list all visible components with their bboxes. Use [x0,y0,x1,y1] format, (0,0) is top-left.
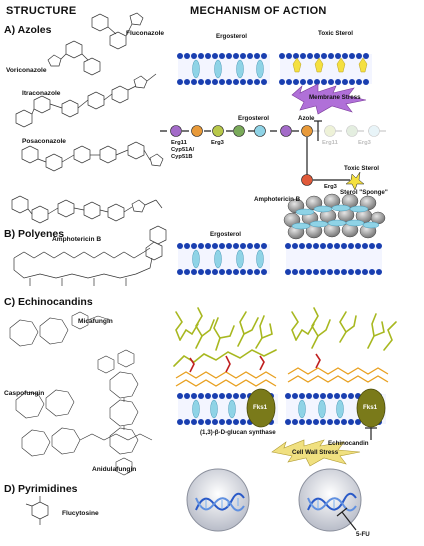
membrane-b [177,243,270,275]
azole-structures [12,13,163,223]
label-ergosterol-pathway: Ergosterol [238,115,269,122]
section-polyenes: B) Polyenes [4,228,65,240]
label-sterol-sponge: Sterol "Sponge" [340,189,388,196]
section-echinocandins: C) Echinocandins [4,296,93,308]
label-cyp51b: Cyp51B [171,154,193,160]
glucan-right [292,308,396,350]
label-membrane-stress: Membrane Stress [309,94,361,101]
drug-itraconazole: Itraconazole [22,90,61,97]
drug-caspofungin: Caspofungin [4,390,45,397]
label-glucan-synthase: (1,3)-β-D-glucan synthase [200,429,276,436]
label-fks1-left: Fks1 [253,404,268,411]
mechanism-header: MECHANISM OF ACTION [190,5,327,17]
label-erg3: Erg3 [211,140,224,146]
label-erg11: Erg11 [171,140,187,146]
label-erg3-faded: Erg3 [358,140,371,146]
glucan-right-wall [288,368,388,382]
label-ergosterol-membrane: Ergosterol [216,33,247,40]
membrane-c-right [285,389,386,440]
drug-flucytosine: Flucytosine [62,510,99,517]
cell-left [187,469,249,531]
label-erg3-branch: Erg3 [324,184,337,190]
drug-anidulafungin: Anidulafungin [92,466,137,473]
ergosterol-pathway [160,121,390,190]
label-ergosterol-polyene: Ergosterol [210,231,241,238]
label-toxic-sterol-membrane: Toxic Sterol [318,30,353,37]
label-echinocandin: Echinocandin [328,440,369,447]
flucytosine-structure [26,496,48,525]
drug-amphotericin-b: Amphotericin B [52,236,102,243]
label-fks1-right: Fks1 [363,404,378,411]
cell-right [299,469,361,531]
section-azoles: A) Azoles [4,24,52,36]
section-pyrimidines: D) Pyrimidines [4,483,78,495]
label-erg11-faded: Erg11 [322,140,338,146]
label-amphotericin-mechanism: Amphotericin B [254,196,301,203]
structure-header: STRUCTURE [6,5,77,17]
label-cyp51: Cyp51A/ [171,147,195,153]
label-5fu: 5-FU [356,531,370,538]
membrane-a-right [279,53,372,114]
drug-micafungin: Micafungin [78,318,113,325]
membrane-a-left [177,53,270,85]
glucan-left-wall [176,372,276,386]
drug-fluconazole: Fluconazole [126,30,165,37]
drug-voriconazole: Voriconazole [6,67,47,74]
label-cell-wall-stress: Cell Wall Stress [292,449,339,456]
label-toxic-sterol-pathway: Toxic Sterol [344,165,379,172]
sterol-sponge [284,194,385,275]
label-azole: Azole [298,115,315,122]
drug-posaconazole: Posaconazole [22,138,66,145]
